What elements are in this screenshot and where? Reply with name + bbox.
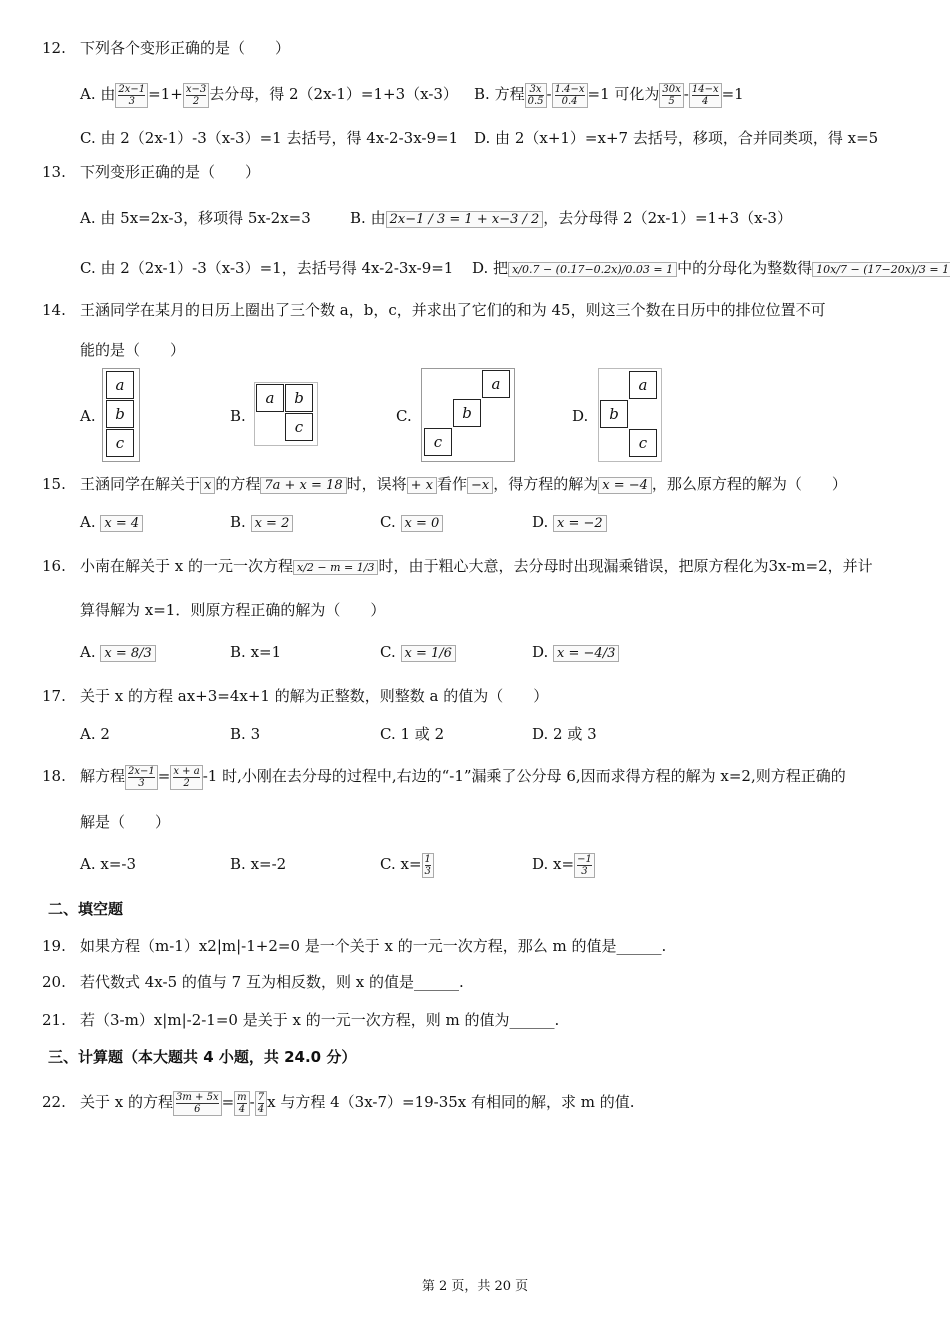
question-stem: 若代数式 4x-5 的值与 7 互为相反数，则 x 的值是______. (80, 973, 464, 991)
fraction: $\frac{30x}{5}$ (659, 83, 683, 108)
q16-option-b[interactable]: B. x=1 (230, 643, 282, 661)
cell-b: b (285, 384, 313, 412)
question-stem: 小南在解关于 x 的一元一次方程 x/2 − m = 1/3 时，由于粗心大意，去分母时出现漏乘错误，把原方程化为3x-m=2，并计 (80, 557, 873, 575)
math-expression: x/2 − m = 1/3 (293, 560, 378, 575)
fraction: $\frac{1}{3}$ (422, 853, 434, 878)
question-stem: 关于 x 的方程 ax+3=4x+1 的解为正整数，则整数 a 的值为（ ） (80, 687, 549, 705)
q16-option-a[interactable]: A. x = 8/3 (80, 640, 156, 666)
q17-option-a[interactable]: A. 2 (80, 725, 110, 743)
question-stem-continued: 算得解为 x=1．则原方程正确的解为（ ） (80, 601, 386, 619)
question-number: 18. (42, 767, 66, 785)
question-stem-continued: 能的是（ ） (80, 341, 186, 359)
q12-option-c[interactable]: C. 由 2（2x-1）-3（x-3）=1 去括号，得 4x-2-3x-9=1 (80, 129, 459, 147)
cell-a: a (106, 371, 134, 399)
question-stem-continued: 解是（ ） (80, 813, 171, 831)
question-number: 21. (42, 1011, 66, 1029)
q12-option-b[interactable]: B. 方程 $\frac{3x}{0.5}$ - $\frac{1.4-x}{0.4}$ =1 可化为 $\frac{30x}{5}$ - $\frac{14-x}{4}$ =1 (474, 83, 744, 107)
q13-option-c[interactable]: C. 由 2（2x-1）-3（x-3）=1，去括号得 4x-2-3x-9=1 (80, 259, 454, 277)
q13-option-b[interactable]: B. 由 2x−1 / 3 = 1 + x−3 / 2 ，去分母得 2（2x-1）=1+3（x-3） (350, 209, 792, 227)
page-footer: 第 2 页，共 20 页 (421, 1279, 529, 1294)
cell-c: c (424, 428, 452, 456)
q14-option-c-label[interactable]: C. (396, 407, 412, 425)
q18-option-d[interactable]: D. x= $\frac{-1}{3}$ (532, 852, 595, 878)
q14-option-d-label[interactable]: D. (572, 407, 589, 425)
fraction: $\frac{m}{4}$ (234, 1091, 249, 1116)
question-stem: 关于 x 的方程 $\frac{3m + 5x}{6}$ = $\frac{m}{4}$ - $\frac{7}{4}$ x 与方程 4（3x-7）=19-35x 有相同的解，求 m 的值. (80, 1091, 635, 1115)
fraction: $\frac{x + a}{2}$ (170, 765, 202, 790)
fraction: $\frac{2x-1}{3}$ (115, 83, 148, 108)
fraction: $\frac{x-3}{2}$ (183, 83, 209, 108)
q17-option-b[interactable]: B. 3 (230, 725, 261, 743)
question-number: 22. (42, 1093, 66, 1111)
calendar-figure-d[interactable] (598, 368, 662, 462)
cell-a: a (629, 371, 657, 399)
question-number: 19. (42, 937, 66, 955)
fraction: $\frac{1.4-x}{0.4}$ (552, 83, 588, 108)
question-number: 15. (42, 475, 66, 493)
q17-option-d[interactable]: D. 2 或 3 (532, 725, 597, 743)
fraction: $\frac{3x}{0.5}$ (525, 83, 547, 108)
question-stem: 如果方程（m-1）x2|m|-1+2=0 是一个关于 x 的一元一次方程，那么 m 的值是______. (80, 937, 667, 955)
cell-c: c (629, 429, 657, 457)
question-number: 20. (42, 973, 66, 991)
math-expression: x/0.7 − (0.17−0.2x)/0.03 = 1 (508, 262, 677, 277)
question-number: 14. (42, 301, 66, 319)
cell-b: b (600, 400, 628, 428)
q15-option-b[interactable]: B. x = 2 (230, 510, 293, 536)
question-stem: 王涵同学在解关于 x 的方程 7a + x = 18 时，误将 + x 看作 −x ，得方程的解为 x = −4 ，那么原方程的解为（ ） (80, 475, 847, 493)
calendar-figure-b[interactable] (254, 382, 318, 446)
fraction: $\frac{-1}{3}$ (574, 853, 595, 878)
question-stem: 王涵同学在某月的日历上圈出了三个数 a，b，c，并求出了它们的和为 45，则这三个数在日历中的排位位置不可 (80, 301, 826, 319)
q17-option-c[interactable]: C. 1 或 2 (380, 725, 445, 743)
cell-a: a (256, 384, 284, 412)
math-expression: 10x/7 − (17−20x)/3 = 1 (812, 262, 950, 277)
question-stem: 下列变形正确的是（ ） (80, 163, 261, 181)
cell-c: c (285, 413, 313, 441)
q18-option-a[interactable]: A. x=-3 (80, 855, 137, 873)
calendar-figure-a[interactable] (102, 368, 140, 462)
q18-option-b[interactable]: B. x=-2 (230, 855, 287, 873)
question-stem: 下列各个变形正确的是（ ） (80, 39, 291, 57)
q14-option-b-label[interactable]: B. (230, 407, 246, 425)
question-stem: 若（3-m）x|m|-2-1=0 是关于 x 的一元一次方程，则 m 的值为______. (80, 1011, 560, 1029)
q15-option-d[interactable]: D. x = −2 (532, 510, 607, 536)
fraction: $\frac{3m + 5x}{6}$ (173, 1091, 222, 1116)
cell-b: b (453, 399, 481, 427)
q18-option-c[interactable]: C. x= $\frac{1}{3}$ (380, 852, 434, 878)
cell-b: b (106, 400, 134, 428)
cell-a: a (482, 370, 510, 398)
math-expression: 2x−1 / 3 = 1 + x−3 / 2 (386, 211, 544, 228)
cell-c: c (106, 429, 134, 457)
fraction: $\frac{2x-1}{3}$ (125, 765, 158, 790)
q12-option-d[interactable]: D. 由 2（x+1）=x+7 去括号，移项，合并同类项，得 x=5 (474, 129, 879, 147)
q13-option-a[interactable]: A. 由 5x=2x-3，移项得 5x-2x=3 (80, 209, 311, 227)
math-expression: 7a + x = 18 (260, 477, 346, 494)
question-number: 16. (42, 557, 66, 575)
q14-option-a-label[interactable]: A. (80, 407, 96, 425)
question-stem: 解方程 $\frac{2x-1}{3}$ = $\frac{x + a}{2}$ -1 时,小刚在去分母的过程中,右边的“-1”漏乘了公分母 6,因而求得方程的解为 x=2,则方程正确的 (80, 765, 846, 789)
fraction: $\frac{7}{4}$ (255, 1091, 267, 1116)
question-number: 13. (42, 163, 66, 181)
q12-option-a[interactable]: A. 由 $\frac{2x-1}{3}$ =1+ $\frac{x-3}{2}$ 去分母，得 2（2x-1）=1+3（x-3） (80, 83, 458, 107)
question-number: 17. (42, 687, 66, 705)
section-heading-fill-in: 二、填空题 (48, 900, 124, 918)
q15-option-c[interactable]: C. x = 0 (380, 510, 443, 536)
calendar-figure-c[interactable] (421, 368, 515, 462)
fraction: $\frac{14-x}{4}$ (689, 83, 722, 108)
q15-option-a[interactable]: A. x = 4 (80, 510, 143, 536)
question-number: 12. (42, 39, 66, 57)
section-heading-calculation: 三、计算题（本大题共 4 小题，共 24.0 分） (48, 1048, 357, 1066)
q16-option-d[interactable]: D. x = −4/3 (532, 640, 619, 666)
q13-option-d[interactable]: D. 把 x/0.7 − (0.17−0.2x)/0.03 = 1 中的分母化为整数得 10x/7 − (17−20x)/3 = 1 (472, 256, 950, 282)
q16-option-c[interactable]: C. x = 1/6 (380, 640, 456, 666)
